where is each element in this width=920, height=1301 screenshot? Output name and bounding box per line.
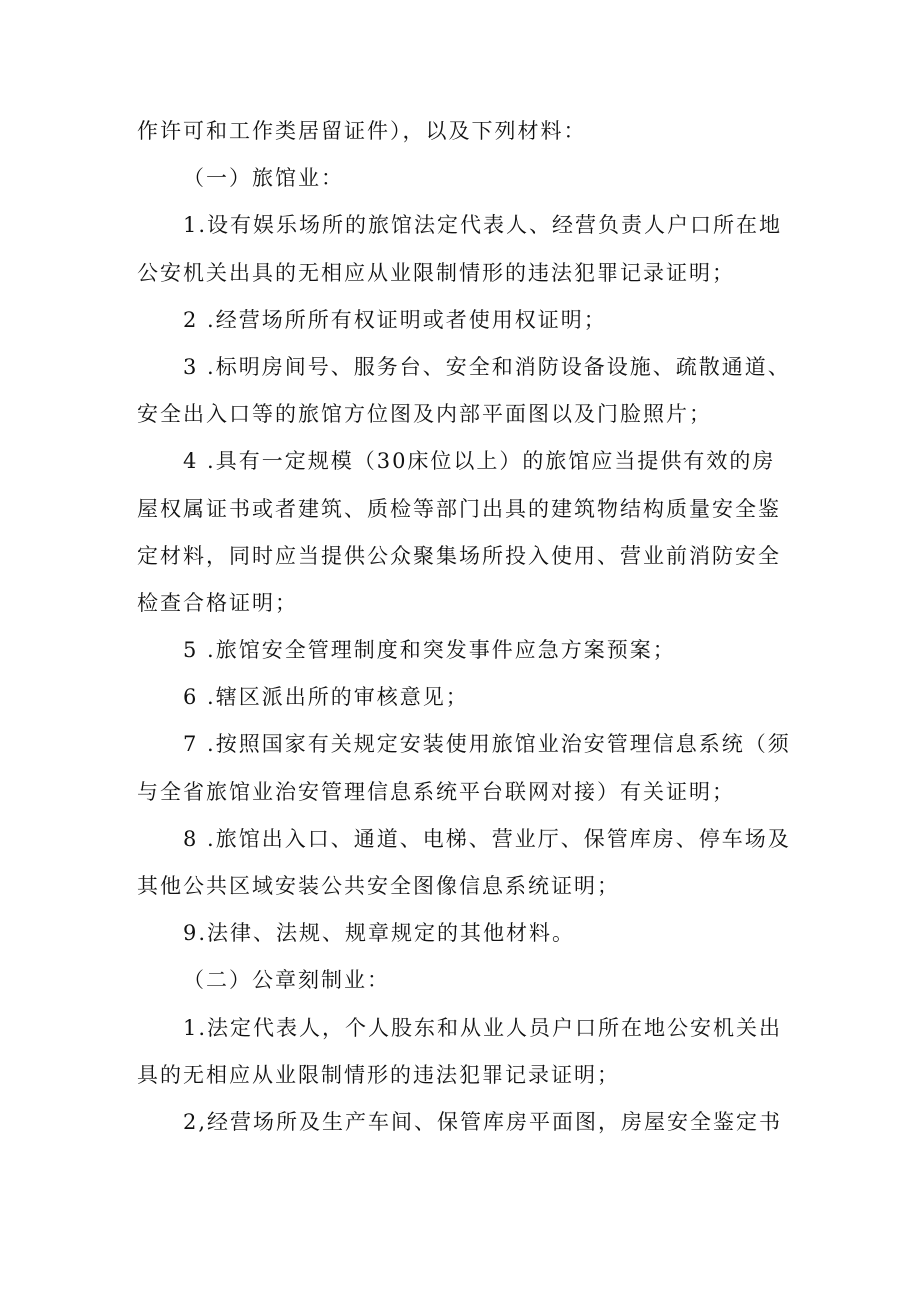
text-line: 5 .旅馆安全管理制度和突发事件应急方案预案； xyxy=(183,638,676,663)
text-line: 其他公共区域安装公共安全图像信息系统证明； xyxy=(137,874,620,898)
text-line: 安全出入口等的旅馆方位图及内部平面图以及门脸照片； xyxy=(137,402,712,427)
text-line: 公安机关出具的无相应从业限制情形的违法犯罪记录证明； xyxy=(137,260,735,285)
text-line: 与全省旅馆业治安管理信息系统平台联网对接）有关证明； xyxy=(137,779,735,804)
text-line: 1.法定代表人，个人股东和从业人员户口所在地公安机关出 xyxy=(183,1015,783,1040)
text-line: 7 .按照国家有关规定安装使用旅馆业治安管理信息系统（须 xyxy=(183,732,791,757)
text-line: 9.法律、法规、规章规定的其他材料。 xyxy=(183,921,576,946)
section-heading: （一）旅馆业： xyxy=(183,166,344,191)
text-line: 6 .辖区派出所的审核意见； xyxy=(183,685,469,710)
document-body xyxy=(137,108,797,1146)
text-line: 检查合格证明； xyxy=(137,590,298,615)
text-line: 2 .经营场所所有权证明或者使用权证明； xyxy=(183,307,607,332)
text-line: 8 .旅馆出入口、通道、电梯、营业厅、保管库房、停车场及 xyxy=(183,826,791,851)
text-line: 3 .标明房间号、服务台、安全和消防设备设施、疏散通道、 xyxy=(183,354,791,379)
text-line: 定材料，同时应当提供公众聚集场所投入使用、营业前消防安全 xyxy=(137,543,781,568)
section-heading: （二）公章刻制业： xyxy=(183,968,390,993)
text-line: 屋权属证书或者建筑、质检等部门出具的建筑物结构质量安全鉴 xyxy=(137,496,781,521)
text-line: 4 .具有一定规模（30床位以上）的旅馆应当提供有效的房 xyxy=(183,449,776,474)
text-line: 具的无相应从业限制情形的违法犯罪记录证明； xyxy=(137,1062,620,1087)
text-line: 2,经营场所及生产车间、保管库房平面图，房屋安全鉴定书 xyxy=(183,1109,783,1134)
text-line: 1.设有娱乐场所的旅馆法定代表人、经营负责人户口所在地 xyxy=(183,213,783,238)
text-line: 作许可和工作类居留证件），以及下列材料： xyxy=(137,119,587,143)
